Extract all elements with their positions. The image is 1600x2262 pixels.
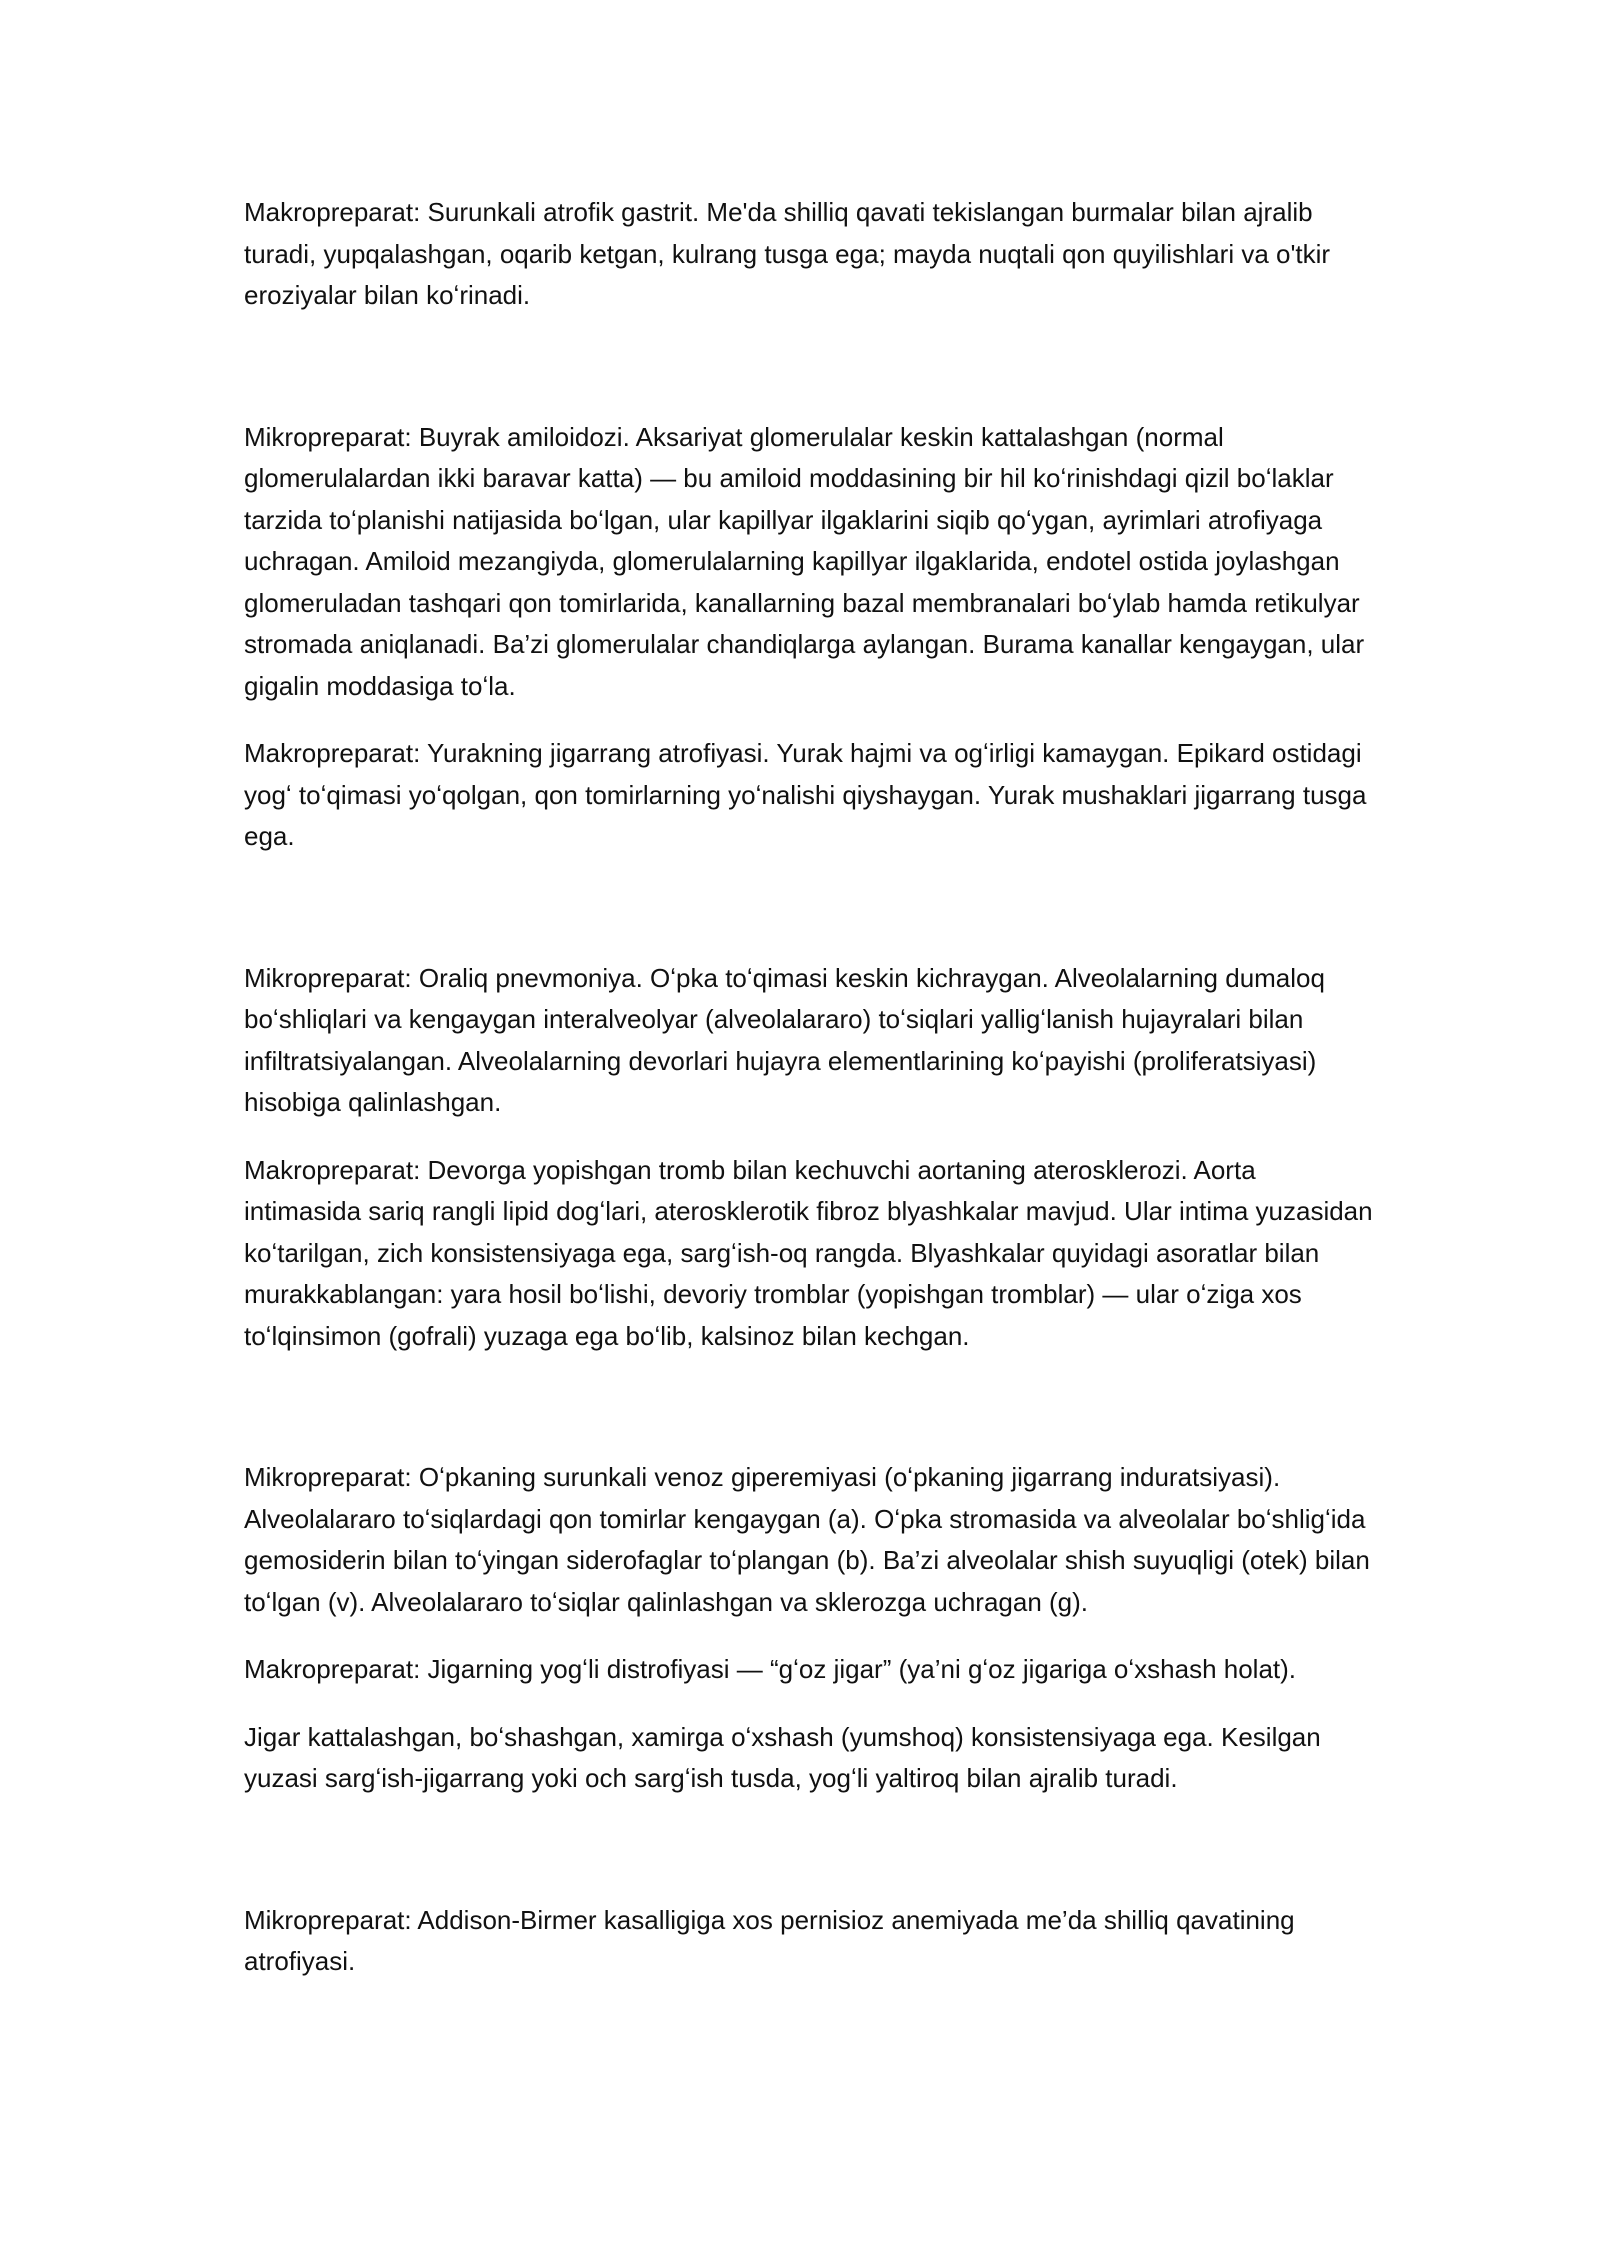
paragraph-aortic-atherosclerosis: Makropreparat: Devorga yopishgan tromb bilan kechuvchi aortaning aterosklerozi. Aorta intimasida sariq rangli lipid dogʻlari, aterosklerotik fibroz blyashkalar mavjud. Ular intima yuzasidan koʻtarilgan, zich konsistensiyaga ega, sargʻish-oq rangda. Blyashkalar quyidagi asoratlar bilan murakkablangan: yara hosil boʻlishi, devoriy tromblar (yopishgan tromblar) — ular oʻziga xos toʻlqinsimon (gofrali) yuzaga ega boʻlib, kalsinoz bilan kechgan.	[244, 1154, 1373, 1351]
paragraph-brown-atrophy-heart: Makropreparat: Yurakning jigarrang atrofiyasi. Yurak hajmi va ogʻirligi kamaygan. Epikard ostidagi yogʻ toʻqimasi yoʻqolgan, qon tomirlarning yoʻnalishi qiyshaygan. Yurak mushaklari jigarrang tusga ega.	[244, 738, 1367, 851]
paragraph-venous-hyperemia-lung: Mikropreparat: Oʻpkaning surunkali venoz giperemiyasi (oʻpkaning jigarrang induratsiyasi). Alveolalararo toʻsiqlardagi qon tomirlar kengaygan (a). Oʻpka stromasida va alveolalar boʻshligʻida gemosiderin bilan toʻyingan siderofaglar toʻplangan (b). Ba’zi alveolalar shish suyuqligi (otek) bilan toʻlgan (v). Alveolalararo toʻsiqlar qalinlashgan va sklerozga uchragan (g).	[244, 1462, 1370, 1617]
paragraph-renal-amyloidosis: Mikropreparat: Buyrak amiloidozi. Aksariyat glomerulalar keskin kattalashgan (normal glomerulalardan ikki baravar katta) — bu amiloid moddasining bir hil koʻrinishdagi qizil boʻlaklar tarzida toʻplanishi natijasida boʻlgan, ular kapillyar ilgaklarini siqib qoʻygan, ayrimlari atrofiyaga uchragan. Amiloid mezangiyda, glomerulalarning kapillyar ilgaklarida, endotel ostida joylashgan glomeruladan tashqari qon tomirlarida, kanallarning bazal membranalari boʻylab hamda retikulyar stromada aniqlanadi. Ba’zi glomerulalar chandiqlarga aylangan. Burama kanallar kengaygan, ular gigalin moddasiga toʻla.	[244, 421, 1365, 701]
paragraph-pernicious-anemia: Mikropreparat: Addison-Birmer kasalligiga xos pernisioz anemiyada me’da shilliq qavatining atrofiyasi.	[244, 1904, 1295, 1976]
paragraph-chronic-atrophic-gastritis: Makropreparat: Surunkali atrofik gastrit. Me'da shilliq qavati tekislangan burmalar bilan ajralib turadi, yupqalashgan, oqarib ketgan, kulrang tusga ega; mayda nuqtali qon quyilishlari va o'tkir eroziyalar bilan koʻrinadi.	[244, 197, 1331, 310]
paragraph-fatty-liver-description: Jigar kattalashgan, boʻshashgan, xamirga oʻxshash (yumshoq) konsistensiyaga ega. Kesilgan yuzasi sargʻish-jigarrang yoki och sargʻish tusda, yogʻli yaltiroq bilan ajralib turadi.	[244, 1721, 1321, 1793]
document-body	[244, 192, 1374, 2009]
paragraph-interstitial-pneumonia: Mikropreparat: Oraliq pnevmoniya. Oʻpka toʻqimasi keskin kichraygan. Alveolalarning dumaloq boʻshliqlari va kengaygan interalveolyar (alveolalararo) toʻsiqlari yalligʻlanish hujayralari bilan infiltratsiyalangan. Alveolalarning devorlari hujayra elementlarining koʻpayishi (proliferatsiyasi) hisobiga qalinlashgan.	[244, 962, 1325, 1117]
paragraph-fatty-liver-title: Makropreparat: Jigarning yogʻli distrofiyasi — “gʻoz jigar” (ya’ni gʻoz jigariga oʻxshash holat).	[244, 1654, 1297, 1684]
